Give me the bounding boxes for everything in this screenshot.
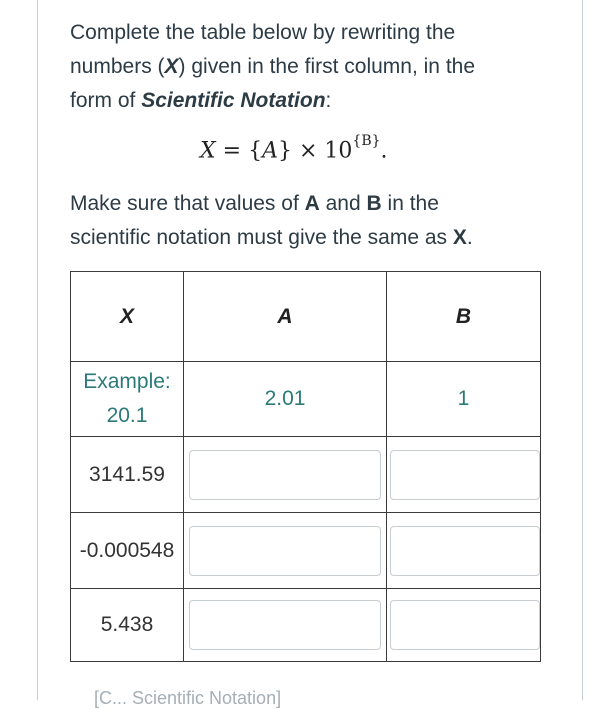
row-1-a-input[interactable] — [189, 450, 381, 500]
row-3-b-cell — [387, 589, 541, 662]
table-header-row — [71, 272, 541, 362]
row-2-x: -0.000548 — [71, 513, 184, 589]
row-1-x: 3141.59 — [71, 437, 184, 513]
header-x: X — [71, 272, 184, 362]
example-b-value: 1 — [387, 362, 541, 437]
row-3-a-cell — [184, 589, 387, 662]
intro-line-3: form of Scientific Notation: — [70, 89, 332, 112]
intro-line-1: Complete the table below by rewriting the — [70, 21, 456, 44]
row-1-b-input[interactable] — [390, 450, 540, 500]
scientific-notation-formula: $X = \{A\} \times 10^{\{B\}}$. — [200, 133, 388, 164]
row-2-a-cell — [184, 513, 387, 589]
intro-line-2: numbers (X) given in the first column, in the — [70, 55, 476, 78]
row-2-b-input[interactable] — [390, 526, 540, 576]
example-label: Example: — [83, 370, 171, 393]
row-3-x: 5.438 — [71, 589, 184, 662]
scientific-notation-table — [70, 271, 541, 662]
example-row — [71, 362, 541, 437]
instruction-line-2: scientific notation must give the same as X. — [70, 226, 473, 249]
example-x-value: 20.1 — [106, 404, 148, 427]
row-2-b-cell — [387, 513, 541, 589]
table-row — [71, 589, 541, 662]
row-3-a-input[interactable] — [189, 600, 381, 650]
instruction-line-1: Make sure that values of A and B in the — [70, 192, 439, 215]
row-1-a-cell — [184, 437, 387, 513]
row-3-b-input[interactable] — [390, 600, 540, 650]
table-row — [71, 437, 541, 513]
example-x-cell — [71, 362, 184, 437]
header-a: A — [184, 272, 387, 362]
question-intro — [70, 16, 540, 118]
table-row — [71, 513, 541, 589]
example-a-value: 2.01 — [184, 362, 387, 437]
footer-hint: [C... Scientific Notation] — [94, 688, 282, 708]
header-b: B — [387, 272, 541, 362]
instruction-text — [70, 187, 540, 255]
row-2-a-input[interactable] — [189, 526, 381, 576]
row-1-b-cell — [387, 437, 541, 513]
